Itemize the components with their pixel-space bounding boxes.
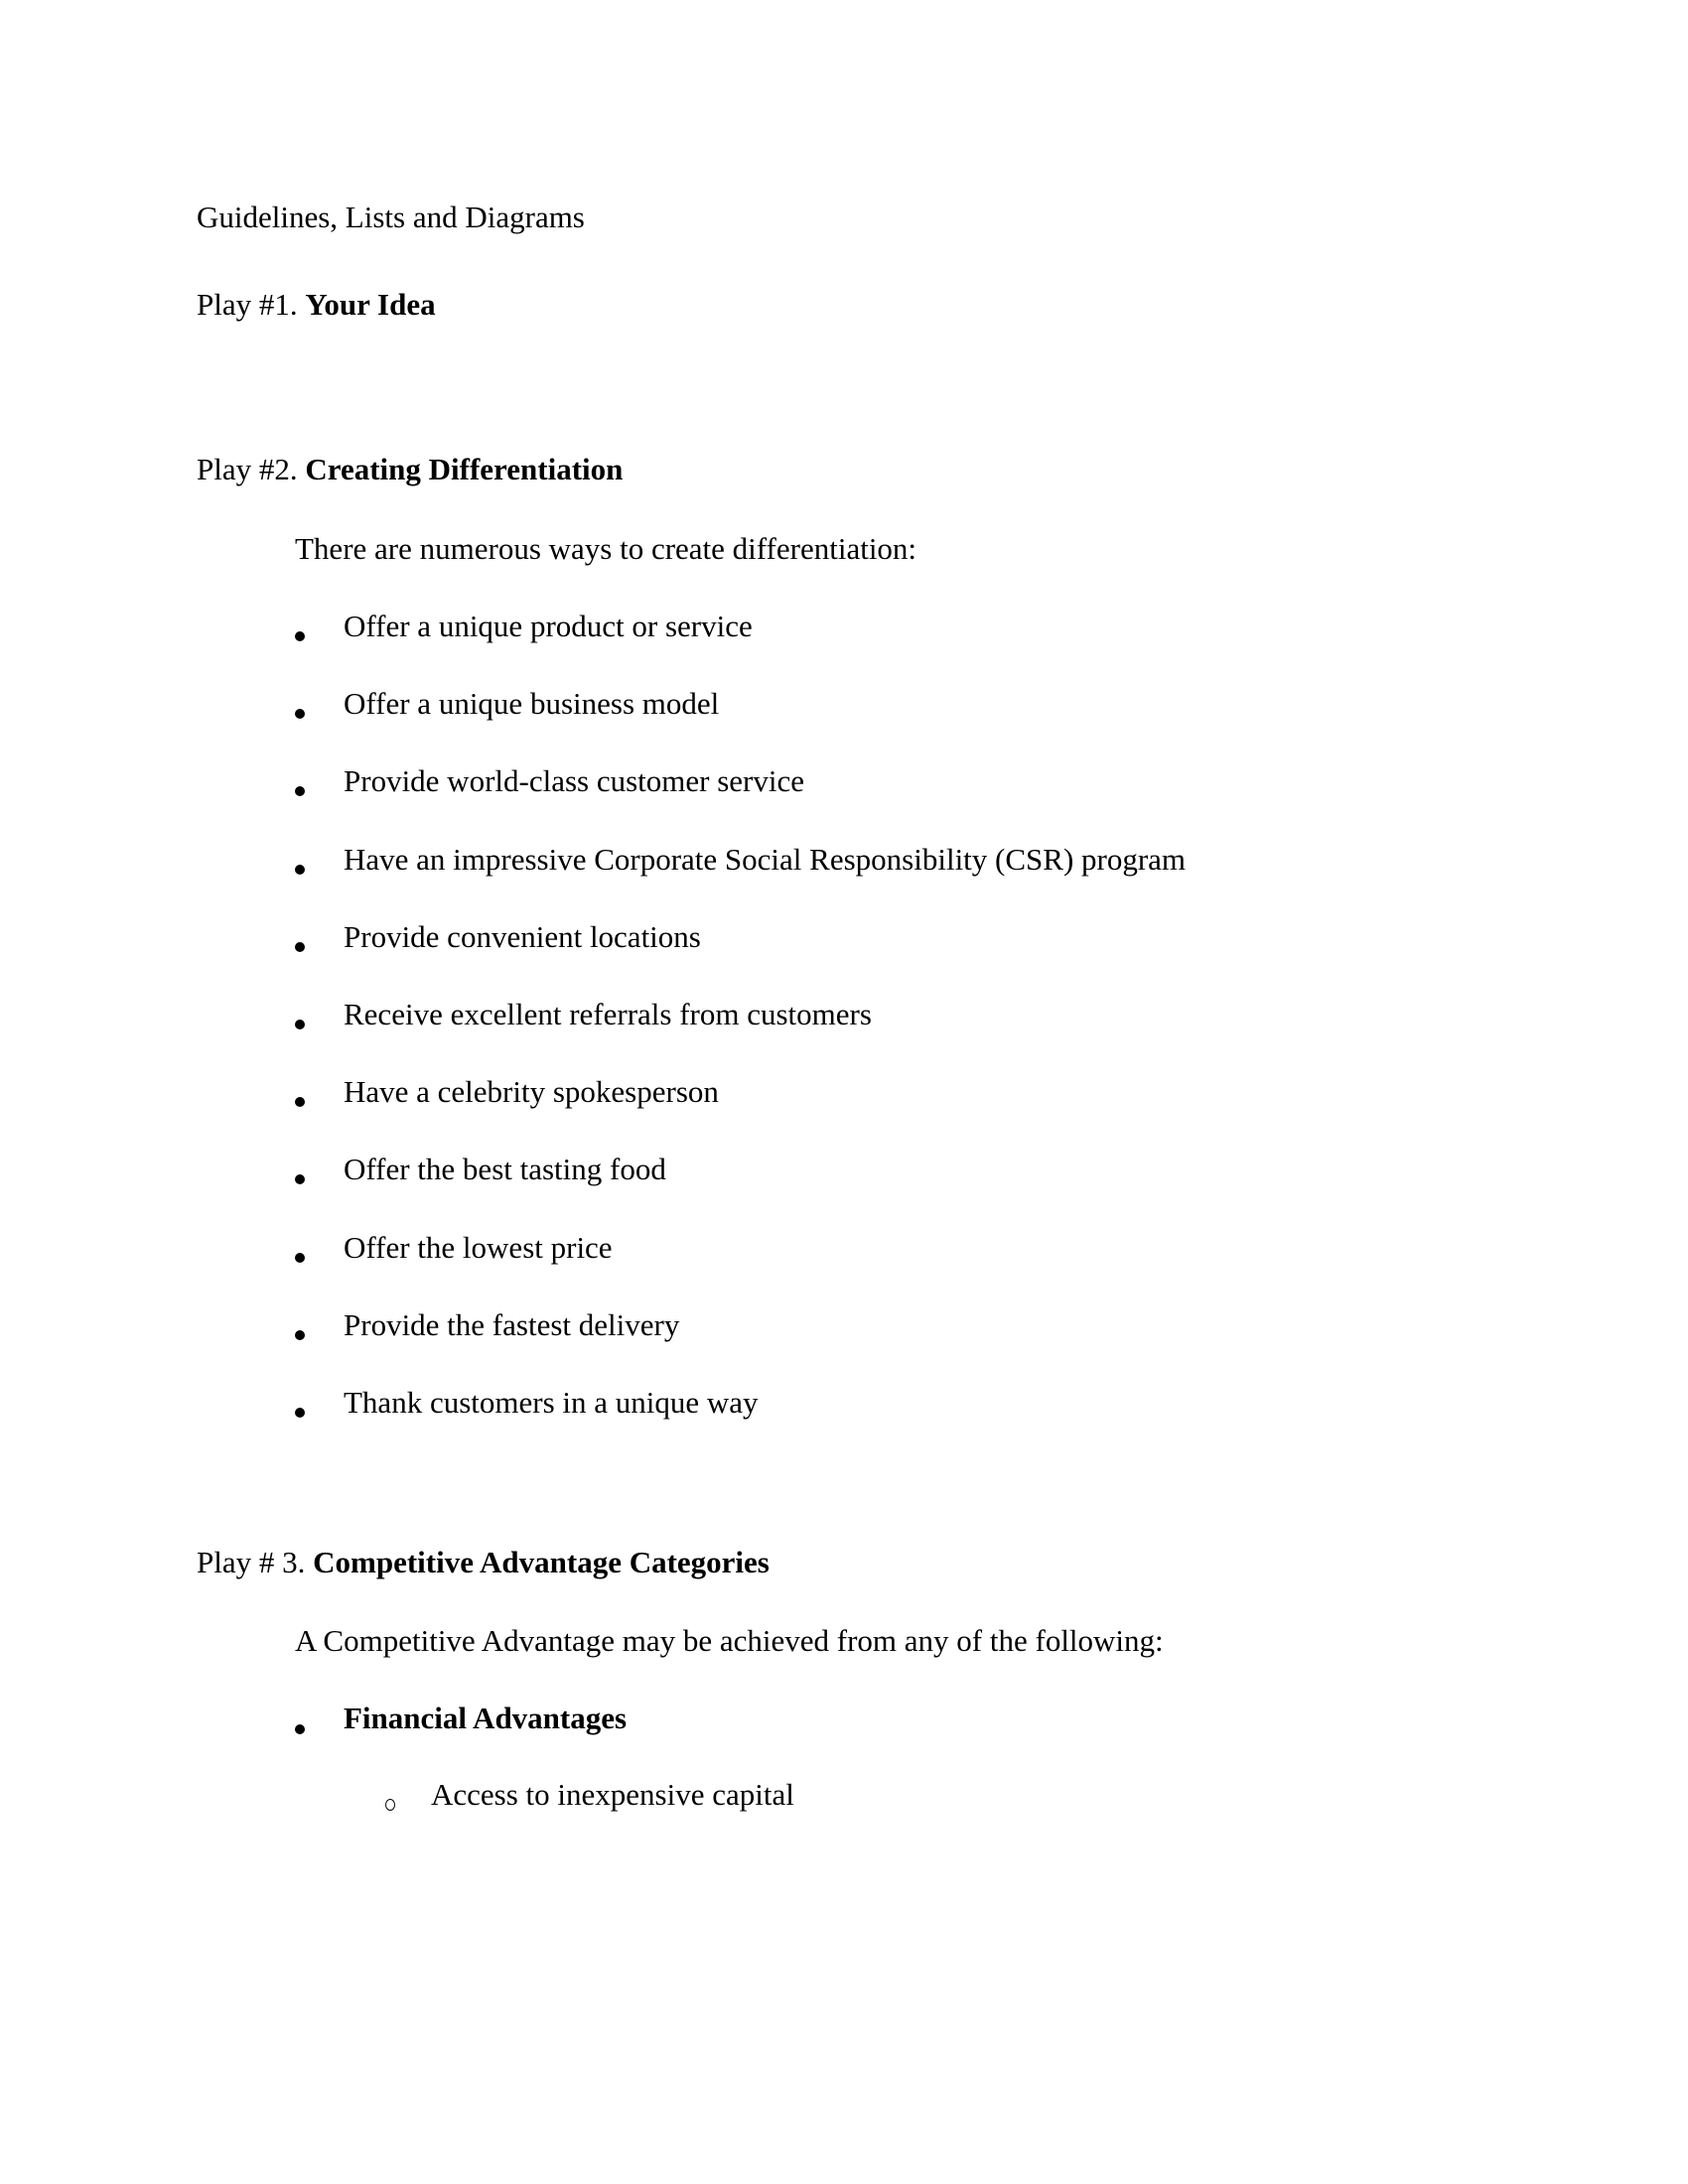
bullet-icon (295, 1724, 305, 1734)
bullet-icon (295, 942, 305, 952)
play-2-intro: There are numerous ways to create differentiation: (295, 531, 917, 566)
bullet-icon (295, 1174, 305, 1184)
list-item: Offer the best tasting food (344, 1152, 666, 1187)
list-item: Receive excellent referrals from customers (344, 997, 872, 1031)
bullet-icon (295, 631, 305, 641)
bullet-icon (295, 1408, 305, 1418)
bullet-icon (295, 865, 305, 875)
category-financial: Financial Advantages (344, 1701, 628, 1735)
play-3-intro: A Competitive Advantage may be achieved from any of the following: (295, 1623, 1164, 1658)
page-title: Guidelines, Lists and Diagrams (197, 200, 585, 234)
bullet-icon (295, 786, 305, 796)
list-item: Offer a unique business model (344, 686, 720, 722)
list-item: Have a celebrity spokesperson (344, 1074, 719, 1110)
bullet-icon (295, 1330, 305, 1340)
list-item: Have an impressive Corporate Social Responsibility (CSR) program (344, 841, 1187, 877)
play-1-name: Your Idea (305, 287, 436, 322)
bullet-icon (295, 1097, 305, 1107)
list-item: Offer a unique product or service (344, 609, 753, 643)
list-item: Provide world-class customer service (344, 763, 805, 799)
play-1-heading (197, 289, 436, 320)
list-item: Provide convenient locations (344, 918, 701, 954)
sub-bullet-icon (385, 1799, 395, 1811)
list-item: Offer the lowest price (344, 1229, 613, 1265)
play-3-name: Competitive Advantage Categories (313, 1545, 770, 1579)
play-2-name: Creating Differentiation (305, 452, 624, 486)
play-3-prefix: Play # 3. (197, 1545, 314, 1579)
list-item: Provide the fastest delivery (344, 1306, 680, 1342)
play-3-heading (197, 1547, 770, 1577)
list-item: Thank customers in a unique way (344, 1385, 759, 1420)
bullet-icon (295, 709, 305, 719)
play-2-heading (197, 454, 623, 484)
bullet-icon (295, 1020, 305, 1029)
play-2-prefix: Play #2. (197, 452, 306, 486)
subitem-capital: Access to inexpensive capital (431, 1777, 794, 1812)
play-1-prefix: Play #1. (197, 287, 306, 322)
bullet-icon (295, 1253, 305, 1263)
